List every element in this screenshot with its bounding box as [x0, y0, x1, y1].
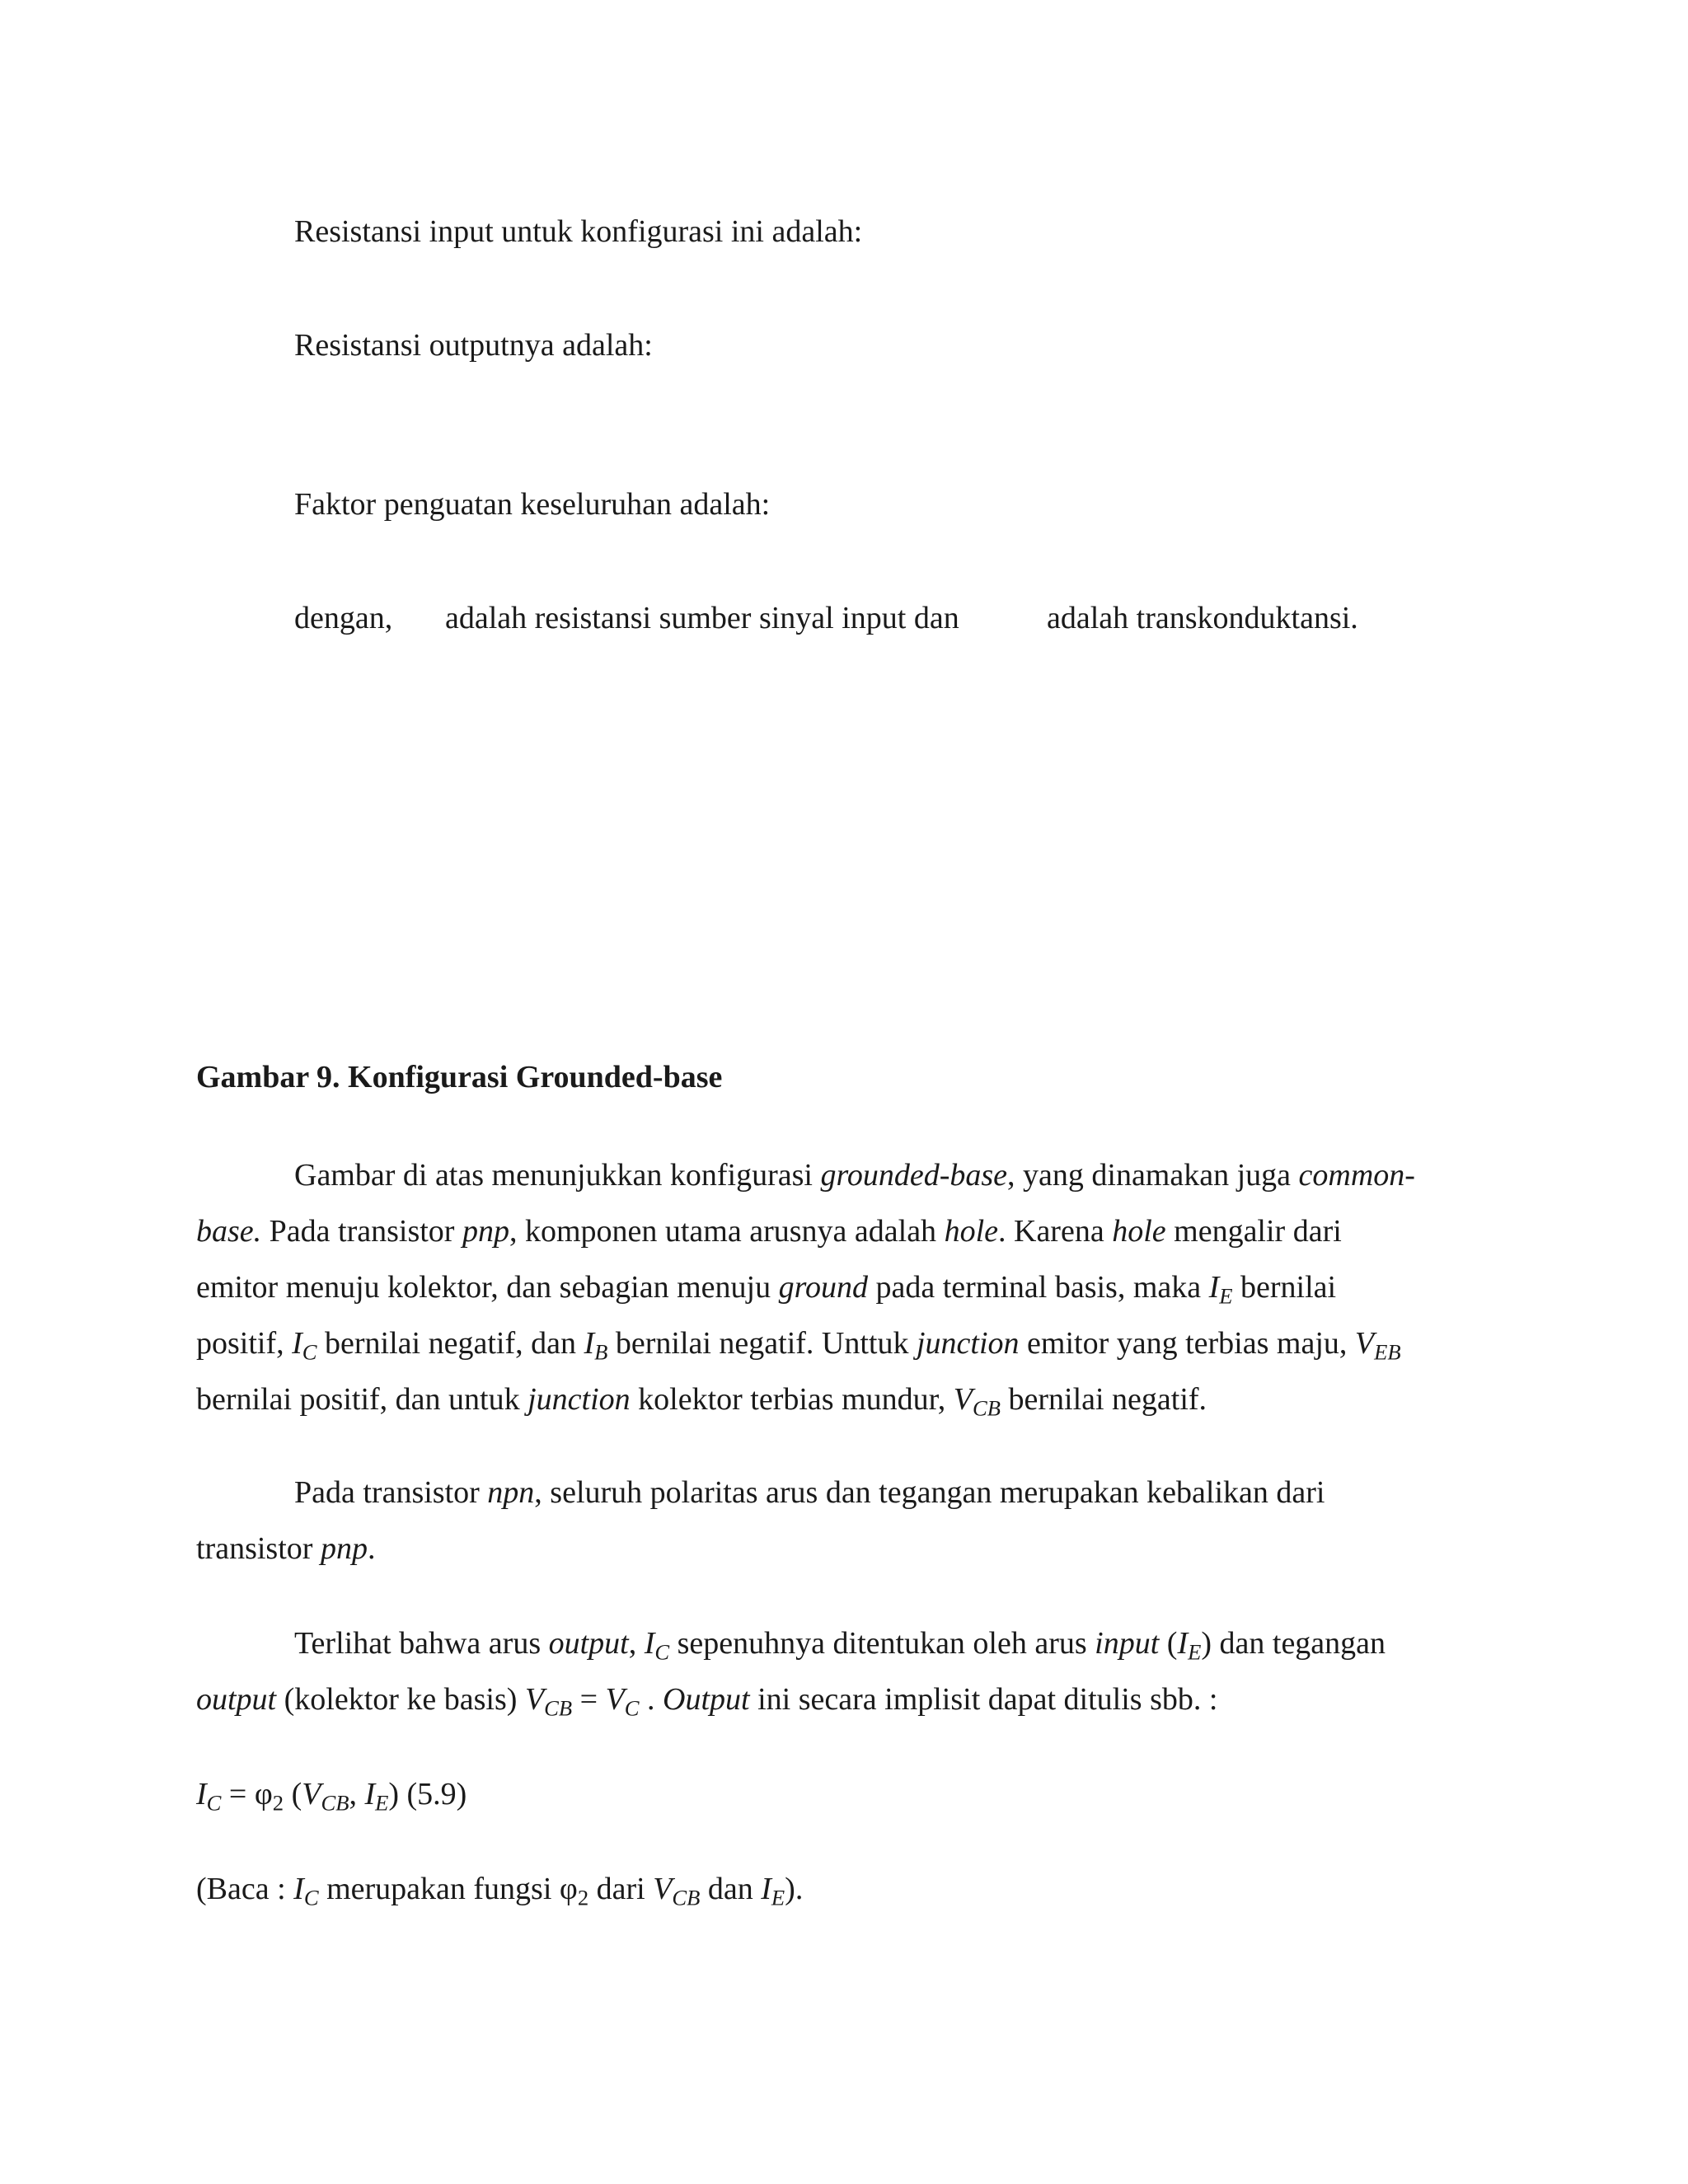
paragraph-1-line-1: Gambar di atas menunjukkan konfigurasi grounded-base, yang dinamakan juga common-: [294, 1158, 1415, 1193]
definition-line: [294, 602, 1448, 639]
paragraph-1-line-3: emitor menuju kolektor, dan sebagian menuju ground pada terminal basis, maka $I_E$ bernilai: [196, 1270, 1337, 1309]
reading-note: (Baca : $I_C$ merupakan fungsi $\varphi_2$ dari $V_{CB}$ dan $I_E$).: [196, 1872, 804, 1910]
paragraph-2-line-2: transistor pnp.: [196, 1531, 376, 1566]
definition-transconductance: adalah transkonduktansi.: [1047, 601, 1358, 635]
equation-5-9: $I_C = \varphi_2$ ($V_{CB}$, $I_E$) (5.9): [196, 1777, 467, 1816]
definition-source-resistance: adalah resistansi sumber sinyal input dan: [445, 601, 959, 635]
overall-gain-text: Faktor penguatan keseluruhan adalah:: [294, 487, 771, 522]
paragraph-1-line-4: positif, $I_C$ bernilai negatif, dan $I_B$ bernilai negatif. Unttuk junction emitor yang terbias maju, $V_{EB}$: [196, 1326, 1401, 1365]
paragraph-1-line-5: bernilai positif, dan untuk junction kolektor terbias mundur, $V_{CB}$ bernilai negatif.: [196, 1382, 1207, 1421]
paragraph-3-line-1: Terlihat bahwa arus output, $I_C$ sepenuhnya ditentukan oleh arus input $(I_E)$ dan tegangan: [294, 1626, 1386, 1665]
input-resistance-text: Resistansi input untuk konfigurasi ini adalah:: [294, 214, 863, 249]
definition-dengan: dengan,: [294, 601, 393, 635]
output-resistance-text: Resistansi outputnya adalah:: [294, 328, 653, 363]
paragraph-2-line-1: Pada transistor npn, seluruh polaritas arus dan tegangan merupakan kebalikan dari: [294, 1475, 1325, 1510]
paragraph-1-line-2: base. Pada transistor pnp, komponen utama arusnya adalah hole. Karena hole mengalir dari: [196, 1214, 1342, 1249]
paragraph-3-line-2: output (kolektor ke basis) $V_{CB} = V_C$ . Output ini secara implisit dapat ditulis sbb. :: [196, 1682, 1218, 1721]
figure-caption: Gambar 9. Konfigurasi Grounded-base: [196, 1060, 723, 1094]
